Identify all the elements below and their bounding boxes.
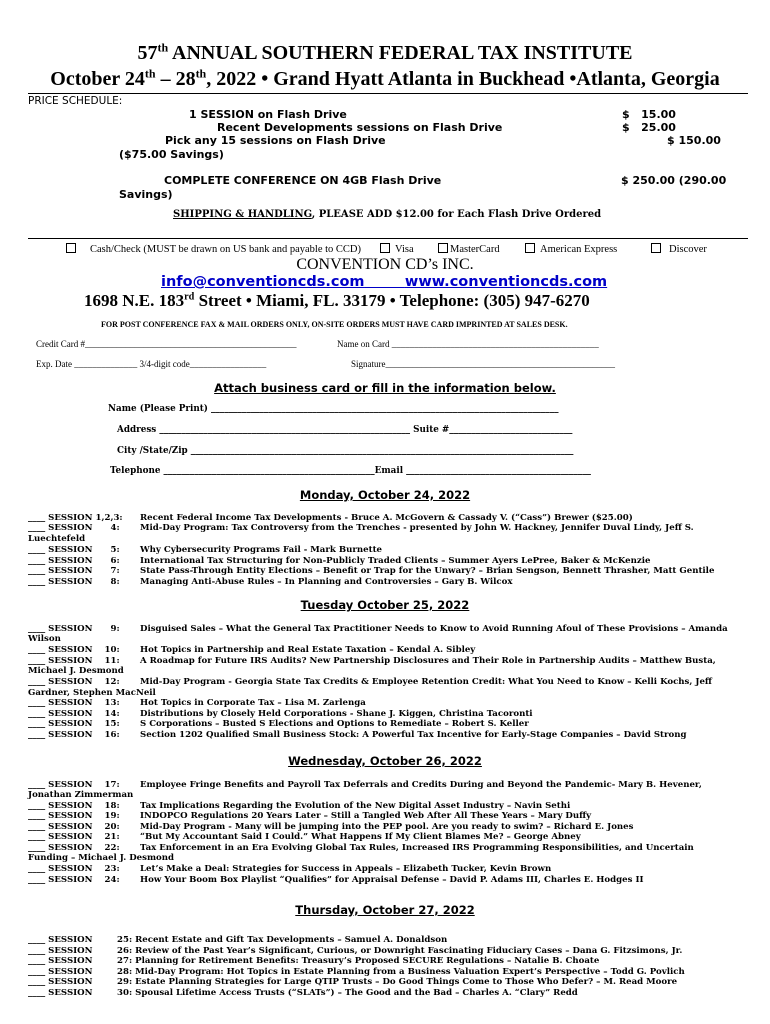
website-link[interactable]: www.conventioncds.com xyxy=(404,274,608,290)
session-label[interactable]: ____ SESSION 21: xyxy=(28,832,120,842)
header-divider xyxy=(28,93,748,94)
price-schedule-label: PRICE SCHEDULE: xyxy=(28,95,123,107)
list-item xyxy=(28,977,677,987)
session-text: Tax Implications Regarding the Evolution of the New Digital Asset Industry – Navin Sethi xyxy=(140,801,571,811)
list-item xyxy=(28,624,728,634)
session-wrap-text: Gardner, Stephen MacNeil xyxy=(28,688,156,698)
price-divider xyxy=(28,238,748,239)
session-text: Mid-Day Program - Many will be jumping into the PEP pool. Are you ready to swim? – Richard E. Jones xyxy=(140,822,634,832)
session-text: State Pass-Through Entity Elections – Benefit or Trap for the Unwary? – Brian Sengson, Bennett Thrasher, Matt Gentile xyxy=(140,566,715,576)
company-address xyxy=(84,291,590,311)
session-label[interactable]: ____ SESSION 16: xyxy=(28,730,120,740)
mastercard-label: MasterCard xyxy=(450,244,500,255)
price-line-4: ($75.00 Savings) xyxy=(119,148,224,161)
list-item xyxy=(28,730,687,740)
company-links xyxy=(161,274,607,290)
session-text: Managing Anti-Abuse Rules – In Planning and Controversies – Gary B. Wilcox xyxy=(140,577,513,587)
list-item xyxy=(28,875,644,885)
mastercard-option xyxy=(438,243,500,255)
list-item xyxy=(28,811,591,821)
link-spacer xyxy=(365,274,405,290)
amex-label: American Express xyxy=(540,244,618,255)
session-label[interactable]: ____ SESSION 11: xyxy=(28,656,120,666)
session-label[interactable]: ____ SESSION 19: xyxy=(28,811,120,821)
session-label[interactable]: ____ SESSION xyxy=(28,935,93,945)
shipping-heading: SHIPPING & HANDLING xyxy=(173,209,312,220)
session-text: Distributions by Closely Held Corporations - Shane J. Kiggen, Christina Tacoronti xyxy=(140,709,533,719)
day-heading-thursday xyxy=(0,903,770,917)
amex-option xyxy=(525,243,617,255)
date-start: October 24 xyxy=(50,68,145,90)
price-line-2-amount: $ 25.00 xyxy=(622,121,676,134)
session-text: Recent Federal Income Tax Developments - Bruce A. McGovern & Cassady V. (“Cass”) Brewer ($25.00) xyxy=(140,513,633,523)
list-item xyxy=(28,523,694,533)
list-item xyxy=(28,956,599,966)
session-text: International Tax Structuring for Non-Publicly Traded Clients – Summer Ayers LePree, Baker & McKenzie xyxy=(140,556,651,566)
price-line-6: Savings) xyxy=(119,188,173,201)
session-text: 27: Planning for Retirement Benefits: Treasury’s Proposed SECURE Regulations – Natalie B. Choate xyxy=(117,956,600,966)
list-item xyxy=(28,719,529,729)
session-wrap-text: Luechtefeld xyxy=(28,534,86,544)
list-item xyxy=(28,577,513,587)
list-item xyxy=(28,935,447,945)
session-wrap-text: Michael J. Desmond xyxy=(28,666,124,676)
session-wrap-text: Jonathan Zimmerman xyxy=(28,790,134,800)
session-text: Section 1202 Qualified Small Business Stock: A Powerful Tax Incentive for Early-Stage Companies – David Strong xyxy=(140,730,687,740)
session-text: 26: Review of the Past Year’s Significant, Curious, or Downright Fascinating Fiduciary Cases – Dana G. Fitzsimons, Jr. xyxy=(117,946,683,956)
list-item xyxy=(28,566,714,576)
session-text: How Your Boom Box Playlist “Qualifies” for Appraisal Defense – David P. Adams III, Charles E. Hodges II xyxy=(140,875,644,885)
discover-label: Discover xyxy=(669,244,707,255)
session-label[interactable]: ____ SESSION 10: xyxy=(28,645,120,655)
day-heading-wednesday-text: Wednesday, October 26, 2022 xyxy=(288,754,482,768)
address-field[interactable]: Address _________________________________________________________ Suite #____________________________ xyxy=(117,425,573,435)
name-field[interactable]: Name (Please Print) _______________________________________________________________________________ xyxy=(108,404,559,414)
session-text: 29: Estate Planning Strategies for Large QTIP Trusts – Do Good Things Come to Those Who Defer? – M. Read Moore xyxy=(117,977,678,987)
credit-card-field[interactable]: Credit Card #_______________________________________________ xyxy=(36,339,297,349)
session-label[interactable]: ____ SESSION xyxy=(28,967,93,977)
session-label[interactable]: ____ SESSION 9: xyxy=(28,624,120,634)
session-label[interactable]: ____ SESSION 13: xyxy=(28,698,120,708)
amex-checkbox[interactable] xyxy=(525,243,535,253)
session-label[interactable]: ____ SESSION 17: xyxy=(28,780,120,790)
company-name: CONVENTION CD’s INC. xyxy=(296,256,474,273)
signature-field[interactable]: Signature___________________________________________________ xyxy=(351,359,615,369)
session-text: Hot Topics in Corporate Tax – Lisa M. Zarlenga xyxy=(140,698,366,708)
telephone-email-field[interactable]: Telephone ________________________________________________Email __________________________________________ xyxy=(110,466,591,476)
session-wrap-text: Wilson xyxy=(28,634,61,644)
price-line-2: Recent Developments sessions on Flash Drive xyxy=(217,121,503,134)
list-item xyxy=(28,988,578,998)
session-text: A Roadmap for Future IRS Audits? New Partnership Disclosures and Their Role in Partnership Audits – Matthew Busta, xyxy=(140,656,716,666)
list-item xyxy=(28,801,570,811)
session-text: 28: Mid-Day Program: Hot Topics in Estate Planning from a Business Valuation Expert’s Perspective – Todd G. Povlich xyxy=(117,967,685,977)
session-label[interactable]: ____ SESSION 12: xyxy=(28,677,120,687)
page-title xyxy=(0,42,770,65)
session-text: S Corporations – Busted S Elections and Options to Remediate – Robert S. Keller xyxy=(140,719,529,729)
session-text: 30: Spousal Lifetime Access Trusts (“SLATs”) – The Good and the Bad – Charles A. “Clary” Redd xyxy=(117,988,578,998)
session-label[interactable]: ____ SESSION xyxy=(28,988,93,998)
cash-check-checkbox[interactable] xyxy=(66,243,76,253)
session-label[interactable]: ____ SESSION 15: xyxy=(28,719,120,729)
session-label[interactable]: ____ SESSION 6: xyxy=(28,556,120,566)
session-label[interactable]: ____ SESSION 4: xyxy=(28,523,120,533)
day-heading-monday-text: Monday, October 24, 2022 xyxy=(299,488,471,502)
email-link[interactable]: info@conventioncds.com xyxy=(161,274,365,290)
session-text: 25: Recent Estate and Gift Tax Developments – Samuel A. Donaldson xyxy=(117,935,448,945)
session-label[interactable]: ____ SESSION 23: xyxy=(28,864,120,874)
cash-check-label: Cash/Check (MUST be drawn on US bank and payable to CCD) xyxy=(90,244,362,255)
session-text: Disguised Sales – What the General Tax Practitioner Needs to Know to Avoid Running Afoul of These Provisions – Amanda xyxy=(140,624,728,634)
price-line-1-amount: $ 15.00 xyxy=(622,108,676,121)
list-item xyxy=(28,780,702,790)
session-label[interactable]: ____ SESSION 7: xyxy=(28,566,120,576)
day-heading-thursday-text: Thursday, October 27, 2022 xyxy=(295,903,475,917)
session-label[interactable]: ____ SESSION 18: xyxy=(28,801,120,811)
session-label[interactable]: ____ SESSION 24: xyxy=(28,875,120,885)
visa-label: Visa xyxy=(395,244,414,255)
price-line-3-amount: $ 150.00 xyxy=(667,134,721,147)
event-date-location xyxy=(0,68,770,91)
address-rest: Street • Miami, FL. 33179 • Telephone: (305) 947-6270 xyxy=(194,291,590,310)
session-wrap-text: Funding – Michael J. Desmond xyxy=(28,853,175,863)
discover-option xyxy=(651,243,707,255)
address-street-number: 1698 N.E. 183 xyxy=(84,291,185,310)
list-item xyxy=(28,946,682,956)
session-text: Tax Enforcement in an Era Evolving Global Tax Rules, Increased IRS Programming Responsibilities, and Uncertain xyxy=(140,843,694,853)
list-item xyxy=(28,709,533,719)
shipping-text: , PLEASE ADD $12.00 for Each Flash Drive Ordered xyxy=(311,209,602,220)
session-label[interactable]: ____ SESSION 5: xyxy=(28,545,120,555)
title-number: 57 xyxy=(137,42,158,64)
list-item xyxy=(28,656,716,666)
mastercard-checkbox[interactable] xyxy=(438,243,448,253)
session-label[interactable]: ____ SESSION 1,2,3: xyxy=(28,513,123,523)
visa-checkbox[interactable] xyxy=(380,243,390,253)
session-label[interactable]: ____ SESSION 14: xyxy=(28,709,120,719)
date-end: – 28 xyxy=(155,68,196,90)
title-sup: th xyxy=(157,40,169,55)
session-label[interactable]: ____ SESSION xyxy=(28,946,93,956)
session-text: Let’s Make a Deal: Strategies for Success in Appeals – Elizabeth Tucker, Kevin Brown xyxy=(140,864,552,874)
session-text: Hot Topics in Partnership and Real Estate Taxation – Kendal A. Sibley xyxy=(140,645,476,655)
session-label[interactable]: ____ SESSION 8: xyxy=(28,577,120,587)
list-item xyxy=(28,556,650,566)
day-heading-monday xyxy=(0,488,770,502)
session-text: INDOPCO Regulations 20 Years Later – Still a Tangled Web After All These Years – Mary Duffy xyxy=(140,811,592,821)
contact-heading: Attach business card or fill in the information below. xyxy=(214,381,556,395)
session-text: Why Cybersecurity Programs Fail - Mark Burnette xyxy=(140,545,383,555)
list-item xyxy=(28,677,712,687)
list-item xyxy=(28,843,694,853)
list-item xyxy=(28,645,475,655)
session-text: Employee Fringe Benefits and Payroll Tax Deferrals and Credits During and Beyond the Pandemic- Mary B. Hevener, xyxy=(140,780,702,790)
list-item xyxy=(28,698,366,708)
session-label[interactable]: ____ SESSION xyxy=(28,977,93,987)
session-label[interactable]: ____ SESSION 20: xyxy=(28,822,120,832)
name-on-card-field[interactable]: Name on Card ______________________________________________ xyxy=(337,339,599,349)
session-text: Mid-Day Program: Tax Controversy from the Trenches - presented by John W. Hackney, Jennifer Duval Lindy, Jeff S. xyxy=(140,523,694,533)
day-heading-wednesday xyxy=(0,754,770,768)
list-item xyxy=(28,967,685,977)
address-sup: rd xyxy=(184,291,195,303)
session-text: “But My Accountant Said I Could.” What Happens If My Client Blames Me? – George Abney xyxy=(140,832,581,842)
day-heading-tuesday xyxy=(0,598,770,612)
date-end-sup: th xyxy=(195,66,207,81)
title-text: ANNUAL SOUTHERN FEDERAL TAX INSTITUTE xyxy=(168,42,633,64)
price-line-5: COMPLETE CONFERENCE ON 4GB Flash Drive xyxy=(164,174,442,187)
location-text: , 2022 • Grand Hyatt Atlanta in Buckhead •Atlanta, Georgia xyxy=(206,68,720,90)
session-text: Mid-Day Program - Georgia State Tax Credits & Employee Retention Credit: What You Need to Know – Kelli Kochs, Jeff xyxy=(140,677,712,687)
list-item xyxy=(28,545,382,555)
session-label[interactable]: ____ SESSION xyxy=(28,956,93,966)
list-item xyxy=(28,864,551,874)
price-line-3: Pick any 15 sessions on Flash Drive xyxy=(165,134,386,147)
city-state-zip-field[interactable]: City /State/Zip _______________________________________________________________________________________ xyxy=(117,446,574,456)
visa-option xyxy=(380,243,414,255)
price-line-1: 1 SESSION on Flash Drive xyxy=(189,108,347,121)
card-notice: FOR POST CONFERENCE FAX & MAIL ORDERS ONLY, ON-SITE ORDERS MUST HAVE CARD IMPRINTED AT SALES DESK. xyxy=(101,320,568,329)
date-start-sup: th xyxy=(144,66,156,81)
list-item xyxy=(28,832,581,842)
list-item xyxy=(28,513,633,523)
day-heading-tuesday-text: Tuesday October 25, 2022 xyxy=(300,598,470,612)
discover-checkbox[interactable] xyxy=(651,243,661,253)
payment-options xyxy=(66,243,361,255)
shipping-notice xyxy=(173,209,601,220)
exp-date-field[interactable]: Exp. Date ______________ 3/4-digit code_________________ xyxy=(36,359,267,369)
price-line-5-amount: $ 250.00 (290.00 xyxy=(621,174,727,187)
list-item xyxy=(28,822,634,832)
session-label[interactable]: ____ SESSION 22: xyxy=(28,843,120,853)
